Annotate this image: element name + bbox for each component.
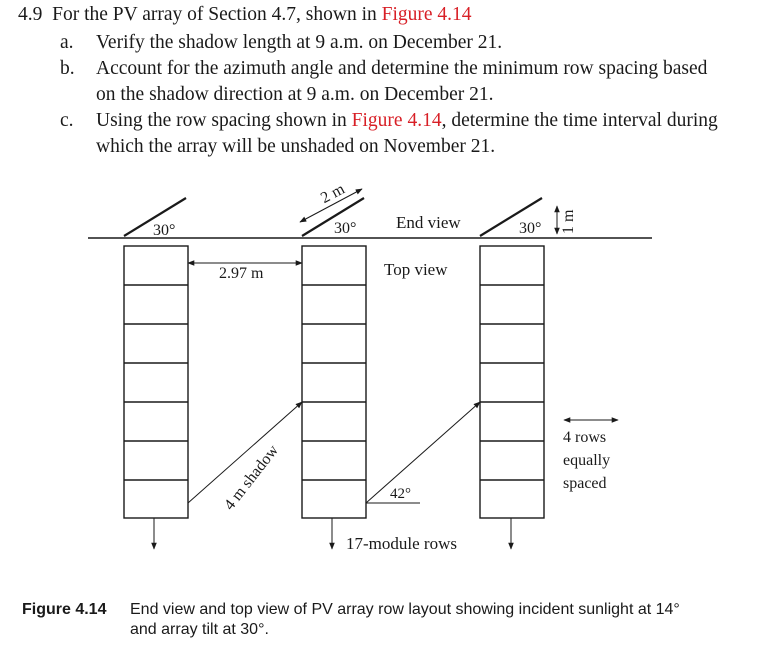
figure-ref-link-2[interactable]: Figure 4.14 [351, 110, 442, 131]
module-rows-label: 17-module rows [346, 534, 457, 553]
panel-width-label: 2 m [318, 180, 348, 208]
problem-intro-text: For the PV array of Section 4.7, shown in [52, 4, 377, 25]
part-c-post: , determine the time interval during [441, 110, 718, 131]
module-column-mid [302, 246, 366, 518]
spacing-label: 2.97 m [219, 265, 264, 282]
part-a-text: Verify the shadow length at 9 a.m. on December 21. [96, 32, 503, 53]
figure-ref-link[interactable]: Figure 4.14 [381, 4, 472, 25]
shadow-line-right [366, 402, 480, 503]
part-b-letter: b. [60, 58, 75, 79]
module-column-right [480, 246, 544, 518]
module-column-left [124, 246, 188, 518]
rows-label-2: equally [563, 452, 611, 469]
caption-label: Figure 4.14 [22, 601, 107, 618]
caption-line-1: End view and top view of PV array row layout showing incident sunlight at 14° [130, 601, 680, 618]
part-c-pre: Using the row spacing shown in [96, 110, 347, 131]
rows-label-1: 4 rows [563, 429, 607, 446]
part-b-text-1: Account for the azimuth angle and determine the minimum row spacing based [96, 58, 708, 79]
rows-label-3: spaced [563, 475, 607, 492]
tilt-label-right: 30° [519, 220, 542, 237]
part-c-letter: c. [60, 110, 74, 131]
part-a-letter: a. [60, 32, 74, 53]
problem-number: 4.9 [18, 4, 43, 25]
part-b-text-2: on the shadow direction at 9 a.m. on December 21. [96, 84, 494, 105]
end-view-label: End view [396, 213, 461, 232]
part-c-text-2: which the array will be unshaded on November 21. [96, 136, 496, 157]
caption-line-2: and array tilt at 30°. [130, 621, 269, 638]
angle-label: 42° [390, 486, 411, 502]
shadow-label: 4 m shadow [221, 442, 283, 514]
top-view-label: Top view [384, 260, 448, 279]
module-height-label: 1 m [560, 209, 577, 234]
tilt-label-mid: 30° [334, 220, 357, 237]
tilt-label-left: 30° [153, 222, 176, 239]
